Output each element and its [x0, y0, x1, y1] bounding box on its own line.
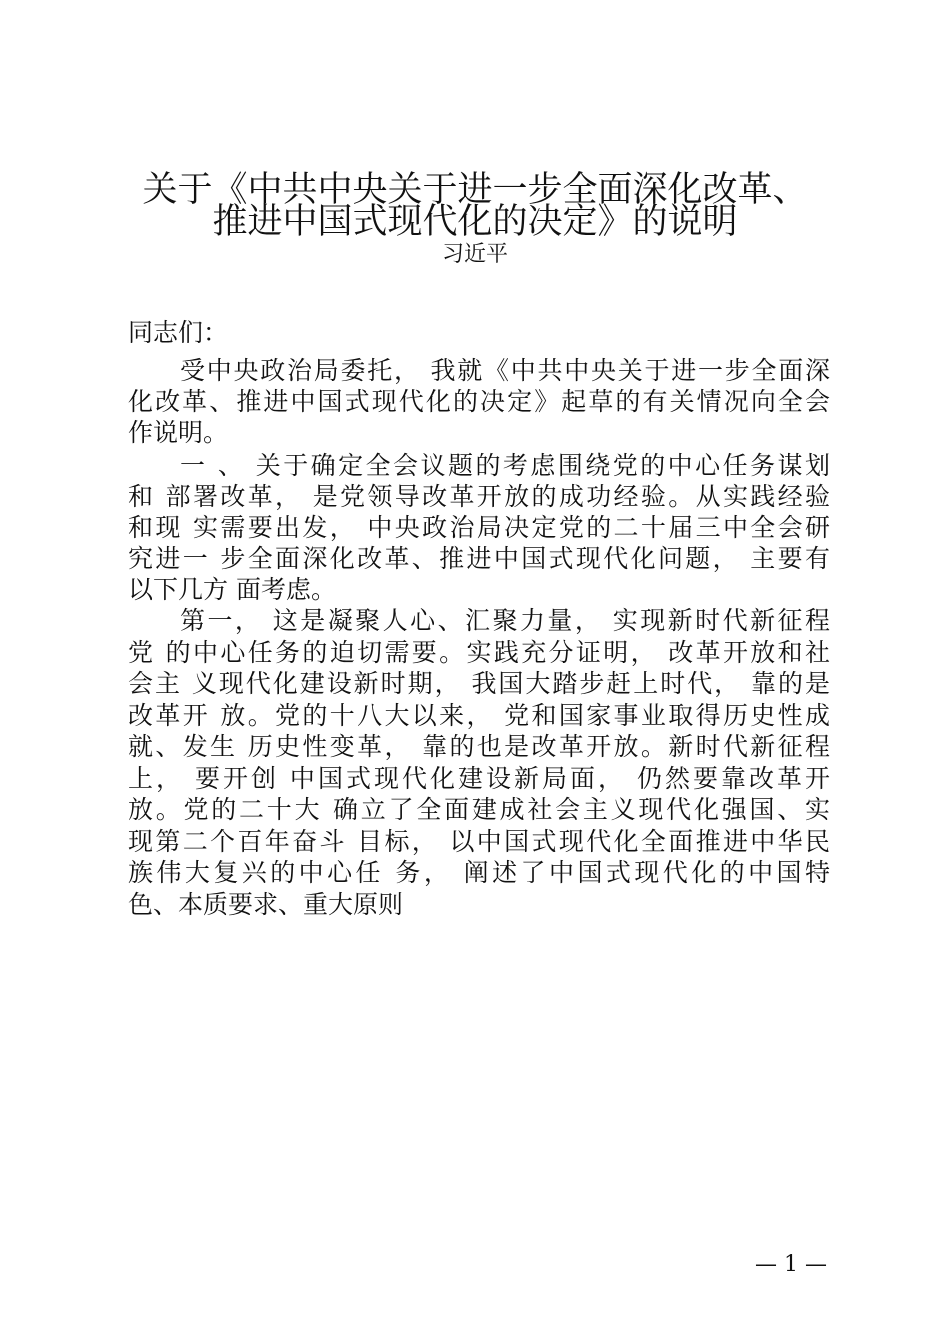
body-line: 色、本质要求、重大原则 [128, 890, 404, 919]
body-line: 和现 实需要出发， 中央政治局决定党的二十届三中全会研 [128, 513, 830, 542]
body-line: 化改革、推进中国式现代化的决定》起草的有关情况向全会 [128, 387, 830, 416]
body-line: 一 、 关于确定全会议题的考虑围绕党的中心任务谋划 [180, 451, 830, 480]
page-number: — 1 — [755, 1252, 827, 1277]
body-line: 以下几方 面考虑。 [128, 575, 336, 604]
body-line: 受中央政治局委托， 我就《中共中央关于进一步全面深 [180, 356, 830, 385]
body-line: 党 的中心任务的迫切需要。实践充分证明， 改革开放和社 [128, 638, 830, 667]
body-line: 和 部署改革， 是党领导改革开放的成功经验。从实践经验 [128, 482, 830, 511]
body-line: 族伟大复兴的中心任 务， 阐述了中国式现代化的中国特 [128, 858, 830, 887]
author: 习近平 [441, 242, 508, 267]
body-line: 就、发生 历史性变革， 靠的也是改革开放。新时代新征程 [128, 732, 830, 761]
document-title-line-2: 推进中国式现代化的决定》的说明 [212, 202, 738, 242]
salutation: 同志们： [128, 318, 229, 347]
body-line: 第一， 这是凝聚人心、汇聚力量， 实现新时代新征程 [180, 606, 830, 635]
body-line: 究进一 步全面深化改革、推进中国式现代化问题， 主要有 [128, 544, 830, 573]
body-line: 改革开 放。党的十八大以来， 党和国家事业取得历史性成 [128, 701, 830, 730]
body-line: 会主 义现代化建设新时期， 我国大踏步赶上时代， 靠的是 [128, 669, 830, 698]
body-line: 现第二个百年奋斗 目标， 以中国式现代化全面推进中华民 [128, 827, 830, 856]
body-line: 放。党的二十大 确立了全面建成社会主义现代化强国、实 [128, 795, 830, 824]
body-line: 作说明。 [128, 418, 229, 447]
document-title-line-1: 关于《中共中央关于进一步全面深化改革、 [142, 170, 808, 210]
body-line: 上， 要开创 中国式现代化建设新局面， 仍然要靠改革开 [128, 764, 830, 793]
